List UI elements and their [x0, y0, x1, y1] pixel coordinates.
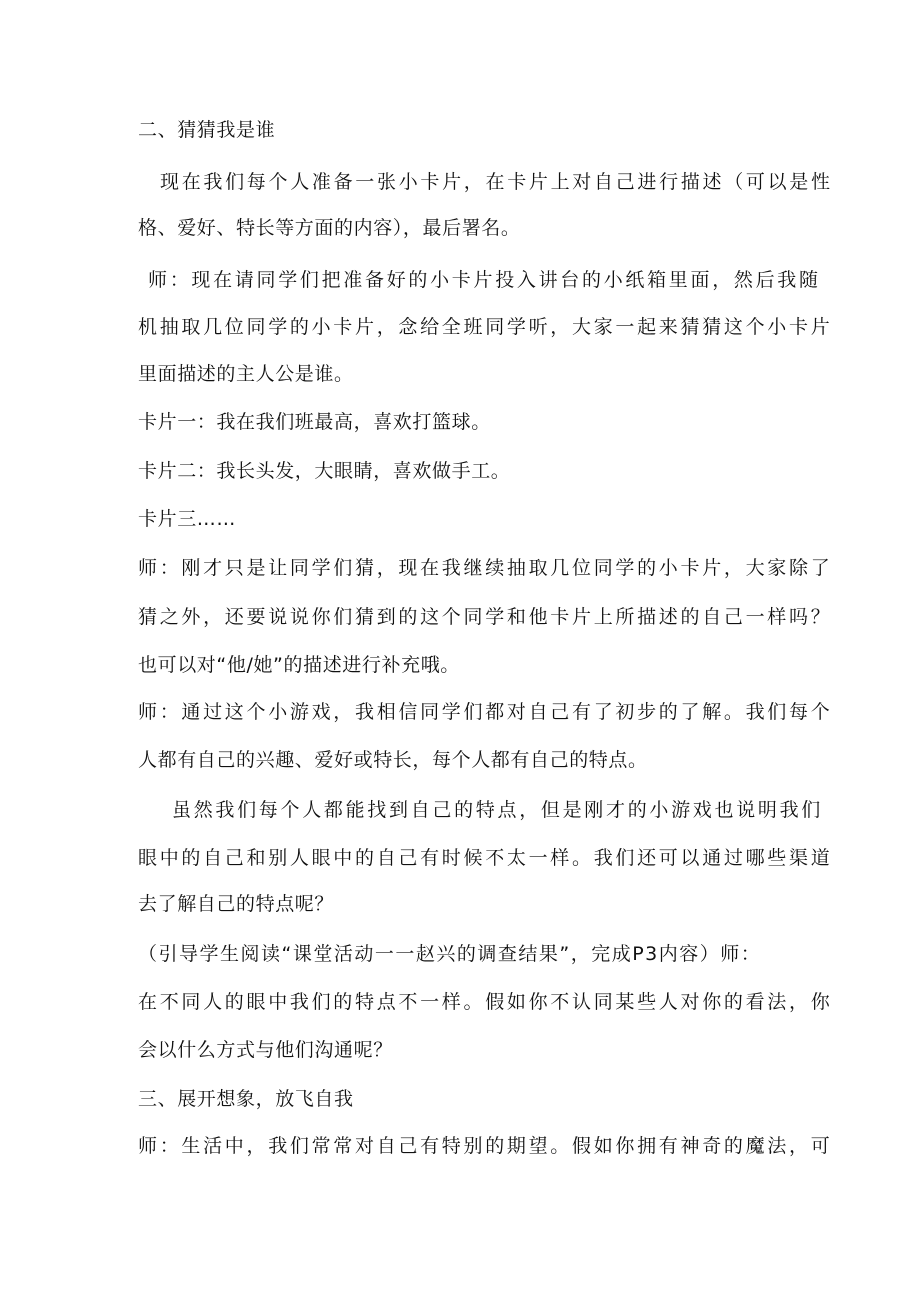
- paragraph-line: 人都有自己的兴趣、爱好或特长，每个人都有自己的特点。: [138, 749, 648, 771]
- section-heading-imagination: 三、展开想象，放飞自我: [138, 1088, 354, 1110]
- paragraph-line: 猜之外，还要说说你们猜到的这个同学和他卡片上所描述的自己一样吗？: [138, 606, 833, 628]
- card-two-line: 卡片二：我长头发，大眼睛，喜欢做手工。: [138, 460, 511, 482]
- section-heading-guess-who: 二、猜猜我是谁: [138, 119, 276, 141]
- paragraph-line: 会以什么方式与他们沟通呢？: [138, 1039, 393, 1061]
- paragraph-line: 师：现在请同学们把准备好的小卡片投入讲台的小纸箱里面，然后我随: [148, 269, 821, 291]
- paragraph-line: 格、爱好、特长等方面的内容），最后署名。: [138, 217, 521, 239]
- paragraph-line: 里面描述的主人公是谁。: [138, 363, 354, 385]
- paragraph-line: 师：生活中，我们常常对自己有特别的期望。假如你拥有神奇的魔法，可: [138, 1135, 833, 1157]
- paragraph-line: 在不同人的眼中我们的特点不一样。假如你不认同某些人对你的看法，你: [138, 991, 833, 1013]
- paragraph-line: 机抽取几位同学的小卡片，念给全班同学听，大家一起来猜猜这个小卡片: [138, 316, 833, 338]
- paragraph-line: 现在我们每个人准备一张小卡片，在卡片上对自己进行描述（可以是性: [160, 171, 833, 193]
- paragraph-line: 也可以对“他/她”的描述进行补充哦。: [138, 654, 460, 676]
- paragraph-line: 虽然我们每个人都能找到自己的特点，但是刚才的小游戏也说明我们: [172, 799, 824, 821]
- paragraph-line: 眼中的自己和别人眼中的自己有时候不太一样。我们还可以通过哪些渠道: [138, 847, 833, 869]
- card-three-line: 卡片三……: [138, 508, 237, 530]
- paragraph-line: 师：通过这个小游戏，我相信同学们都对自己有了初步的了解。我们每个: [138, 701, 833, 723]
- paragraph-line: 去了解自己的特点呢？: [138, 893, 335, 915]
- paragraph-line: （引导学生阅读“课堂活动一一赵兴的调查结果”，完成P3内容）师：: [138, 943, 762, 965]
- paragraph-line: 师：刚才只是让同学们猜，现在我继续抽取几位同学的小卡片，大家除了: [138, 557, 833, 579]
- card-one-line: 卡片一：我在我们班最高，喜欢打篮球。: [138, 411, 491, 433]
